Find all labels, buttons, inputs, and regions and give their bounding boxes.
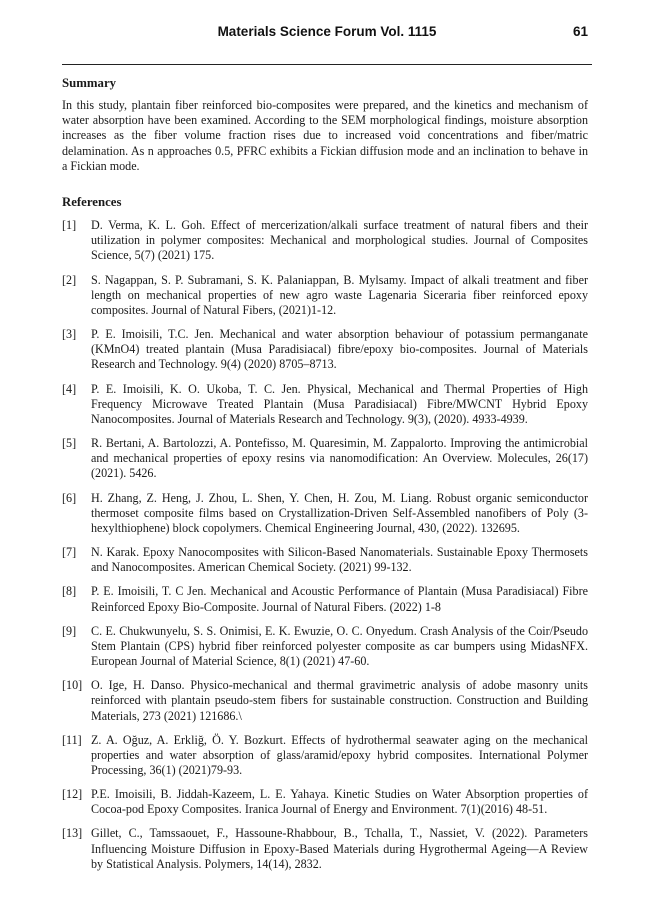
reference-text: N. Karak. Epoxy Nanocomposites with Silicon-Based Nanomaterials. Sustainable Epoxy Thermosets and Nanocomposites. American Chemical Society. (2021) 99-132. <box>91 545 588 575</box>
reference-number: [8] <box>62 584 77 599</box>
reference-item <box>62 584 588 614</box>
reference-number: [4] <box>62 381 77 396</box>
reference-list <box>62 218 588 872</box>
reference-text: H. Zhang, Z. Heng, J. Zhou, L. Shen, Y. Chen, H. Zou, M. Liang. Robust organic semiconductor thermoset composite films based on Crystallization-Driven Self-Assembled nanofibers of Poly (3-hexylthiophene) block copolymers. Chemical Engineering Journal, 430, (2022). 132695. <box>91 490 588 535</box>
reference-text: S. Nagappan, S. P. Subramani, S. K. Palaniappan, B. Mylsamy. Impact of alkali treatment and fiber length on mechanical properties of new agro waste Lagenaria Siceraria fiber reinforced epoxy composites. Journal of Natural Fibers, (2021)1-12. <box>91 272 588 317</box>
references-heading: References <box>62 195 122 210</box>
reference-item <box>62 624 588 670</box>
reference-text: Z. A. Oğuz, A. Erkliğ, Ö. Y. Bozkurt. Effects of hydrothermal seawater aging on the mechanical properties and water absorption of glass/aramid/epoxy hybrid composites. International Polymer Processing, 36(1) (2021)79-93. <box>91 732 588 778</box>
reference-item <box>62 826 588 872</box>
reference-number: [6] <box>62 490 77 505</box>
reference-item <box>62 327 588 373</box>
header-rule <box>62 64 592 65</box>
reference-item <box>62 273 588 319</box>
reference-item <box>62 218 588 264</box>
reference-item <box>62 491 588 537</box>
reference-item <box>62 382 588 428</box>
reference-item <box>62 733 588 779</box>
reference-item <box>62 787 588 817</box>
reference-number: [13] <box>62 826 83 841</box>
reference-text: P. E. Imoisili, T. C Jen. Mechanical and Acoustic Performance of Plantain (Musa Paradisiacal) Fibre Reinforced Epoxy Bio-Composite. Journal of Natural Fibers. (2022) 1-8 <box>91 584 588 614</box>
reference-text: P. E. Imoisili, T.C. Jen. Mechanical and water absorption behaviour of potassium permanganate (KMnO4) treated plantain (Musa Paradisiacal) fibre/epoxy bio-composites. Journal of Materials Research and Technology. 9(4) (2020) 8705–8713. <box>91 327 588 372</box>
reference-text: P.E. Imoisili, B. Jiddah-Kazeem, L. E. Yahaya. Kinetic Studies on Water Absorption properties of Cocoa-pod Epoxy Composites. Iranica Journal of Energy and Environment. 7(1)(2016) 48-51. <box>91 787 588 817</box>
running-header <box>62 22 592 44</box>
summary-paragraph: In this study, plantain fiber reinforced bio-composites were prepared, and the kinetics and mechanism of water absorption have been examined. According to the SEM morphological findings, moisture absorption increases as the fiber volume fraction rises due to increased void concentrations and fiber/matric delamination. As n approaches 0.5, PFRC exhibits a Fickian diffusion mode and an inclination to behave in a Fickian mode. <box>62 98 588 173</box>
reference-number: [12] <box>62 787 83 802</box>
reference-text: Gillet, C., Tamssaouet, F., Hassoune-Rhabbour, B., Tchalla, T., Nassiet, V. (2022). Parameters Influencing Moisture Diffusion in Epoxy-Based Materials during Hygrothermal Ageing—A Review by Statistical Analysis. Polymers, 14(14), 2832. <box>91 826 588 871</box>
reference-text: D. Verma, K. L. Goh. Effect of mercerization/alkali surface treatment of natural fibers and their utilization in polymer composites: Mechanical and morphological studies. Journal of Composites Science, 5(7) (2021) 175. <box>91 218 588 263</box>
reference-text: P. E. Imoisili, K. O. Ukoba, T. C. Jen. Physical, Mechanical and Thermal Properties of High Frequency Microwave Treated Plantain (Musa Paradisiacal) Fibre/MWCNT Hybrid Epoxy Nanocomposites. Journal of Materials Research and Technology. 9(3), (2020). 4933-4939. <box>91 381 588 426</box>
reference-text: R. Bertani, A. Bartolozzi, A. Pontefisso, M. Quaresimin, M. Zappalorto. Improving the antimicrobial and mechanical properties of epoxy resins via nanomodification: An Overview. Molecules, 26(17) (2021). 5426. <box>91 436 588 481</box>
reference-number: [11] <box>62 732 82 747</box>
reference-number: [10] <box>62 678 83 693</box>
summary-heading: Summary <box>62 76 117 90</box>
reference-number: [9] <box>62 623 77 638</box>
reference-text: O. Ige, H. Danso. Physico-mechanical and thermal gravimetric analysis of adobe masonry units reinforced with plantain pseudo-stem fibers for sustainable construction. Construction and Building Materials, 273 (2021) 121686.\ <box>91 678 588 723</box>
reference-item <box>62 678 588 724</box>
reference-number: [2] <box>62 272 77 287</box>
journal-title: Materials Science Forum Vol. 1115 <box>217 24 437 39</box>
reference-number: [7] <box>62 545 77 560</box>
reference-text: C. E. Chukwunyelu, S. S. Onimisi, E. K. Ewuzie, O. C. Onyedum. Crash Analysis of the Coir/Pseudo Stem Plantain (CPS) hybrid fiber reinforced polyester composite as car bumpers using MidasNFX. European Journal of Material Science, 8(1) (2021) 47-60. <box>91 623 588 669</box>
reference-number: [3] <box>62 327 77 342</box>
reference-number: [5] <box>62 436 77 451</box>
reference-number: [1] <box>62 218 77 233</box>
page-number: 61 <box>572 24 588 39</box>
reference-item <box>62 545 588 575</box>
page-content <box>62 75 588 881</box>
reference-item <box>62 436 588 482</box>
